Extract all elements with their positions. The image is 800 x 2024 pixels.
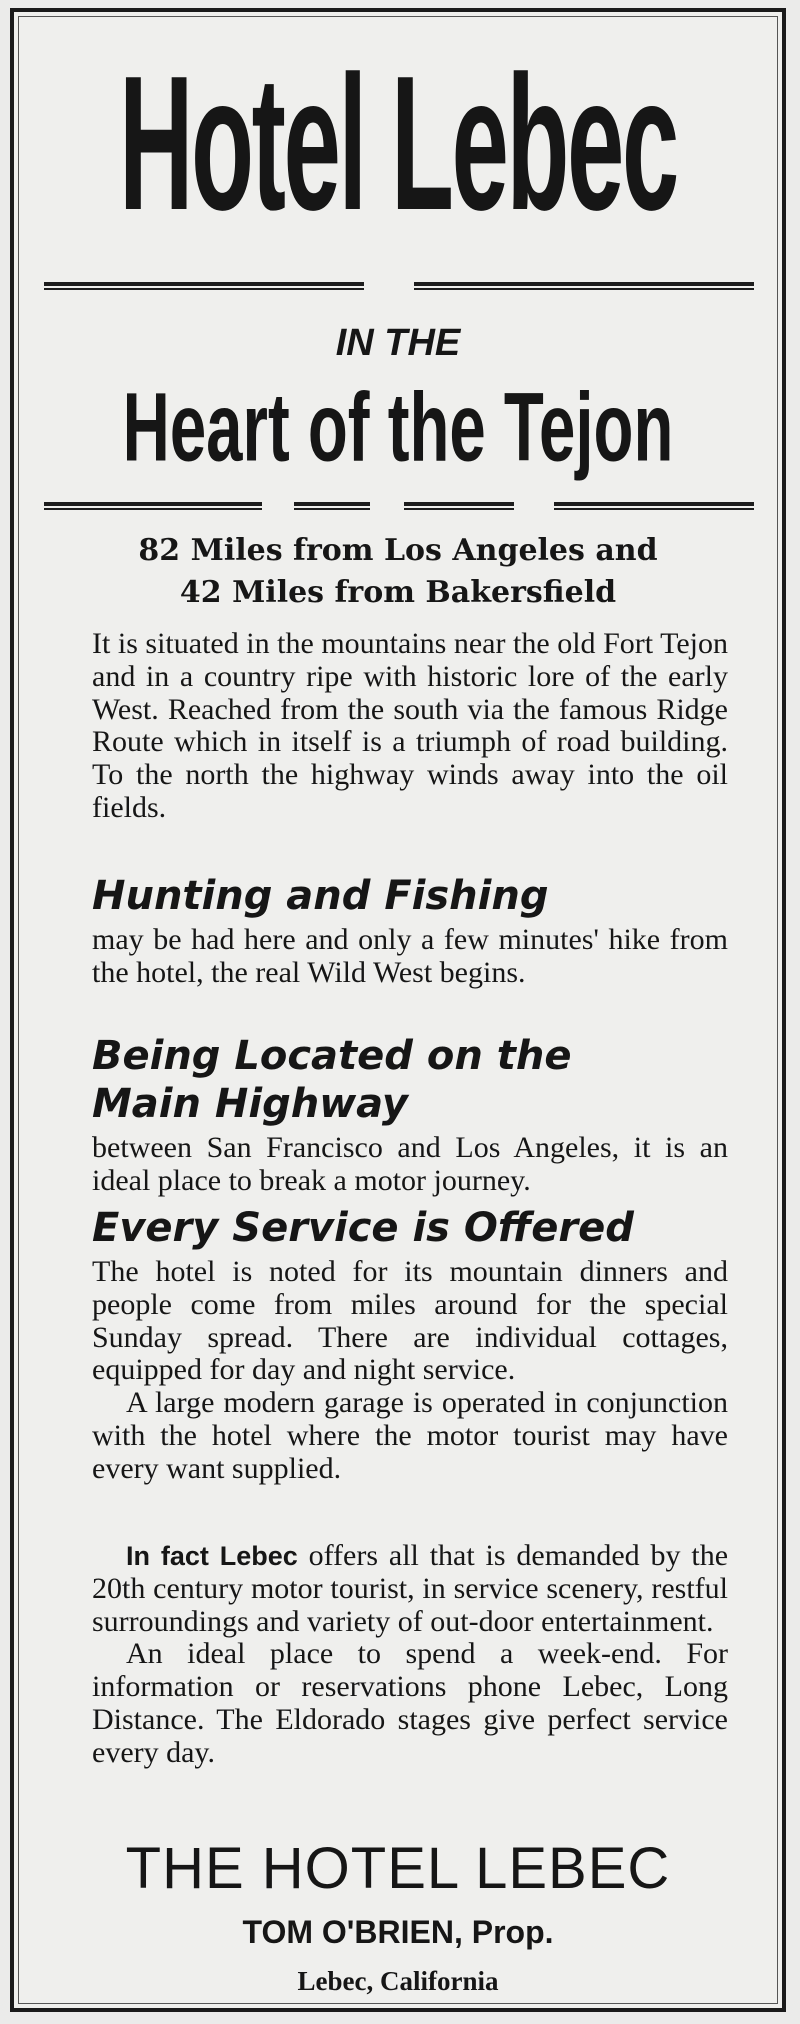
- section-heading: Hunting and Fishing: [92, 873, 549, 919]
- distance-line: 42 Miles from Bakersfield: [179, 575, 617, 610]
- section-paragraph: [92, 924, 728, 990]
- closing-body: offers all that is demanded by the 20th century motor tourist, in service scenery, restful surroundings and variety of out-door entertainment.: [92, 1539, 729, 1638]
- closing-lead: In fact Lebec: [126, 1541, 298, 1571]
- section-text: A large modern garage is operated in conjunction with the hotel where the motor tourist may have every want supplied.: [92, 1386, 728, 1485]
- section-paragraph: [92, 1256, 728, 1486]
- proprietor: TOM O'BRIEN, Prop.: [242, 1914, 554, 1950]
- page-title: Hotel Lebec: [119, 36, 677, 250]
- section-heading: Every Service is Offered: [92, 1205, 634, 1251]
- divider: [294, 502, 370, 510]
- section-paragraph: [92, 1132, 728, 1198]
- section-text: between San Francisco and Los Angeles, it is an ideal place to break a motor journey.: [92, 1131, 728, 1197]
- divider: [414, 282, 754, 290]
- distance-line: 82 Miles from Los Angeles and: [138, 533, 658, 568]
- divider: [404, 502, 514, 510]
- divider: [554, 502, 754, 510]
- intro-paragraph: [92, 628, 728, 825]
- divider: [44, 502, 262, 510]
- location: Lebec, California: [297, 1966, 499, 1996]
- divider: [44, 282, 364, 290]
- heading-line: Main Highway: [92, 1081, 408, 1127]
- hotel-name: THE HOTEL LEBEC: [125, 1836, 671, 1901]
- section-heading: [92, 1032, 752, 1128]
- heading-line: Being Located on the: [92, 1033, 572, 1079]
- in-the-label: IN THE: [335, 322, 461, 364]
- closing-text: An ideal place to spend a week-end. For information or reservations phone Lebec, Long Distance. The Eldorado stages give perfect service every day.: [92, 1637, 728, 1769]
- distances: [14, 530, 782, 614]
- advertisement: [10, 8, 786, 2012]
- section-text: The hotel is noted for its mountain dinners and people come from miles around for the special Sunday spread. There are individual cottages, equipped for day and night service.: [92, 1255, 728, 1387]
- subtitle: Heart of the Tejon: [122, 373, 674, 483]
- intro-text: It is situated in the mountains near the old Fort Tejon and in a country ripe with historic lore of the early West. Reached from the south via the famous Ridge Route which in itself is a triumph of road building. To the north the highway winds away into the oil fields.: [92, 627, 728, 824]
- closing-paragraph: [92, 1540, 728, 1770]
- section-text: may be had here and only a few minutes' hike from the hotel, the real Wild West begins.: [92, 923, 728, 989]
- closing-text: [92, 1540, 728, 1638]
